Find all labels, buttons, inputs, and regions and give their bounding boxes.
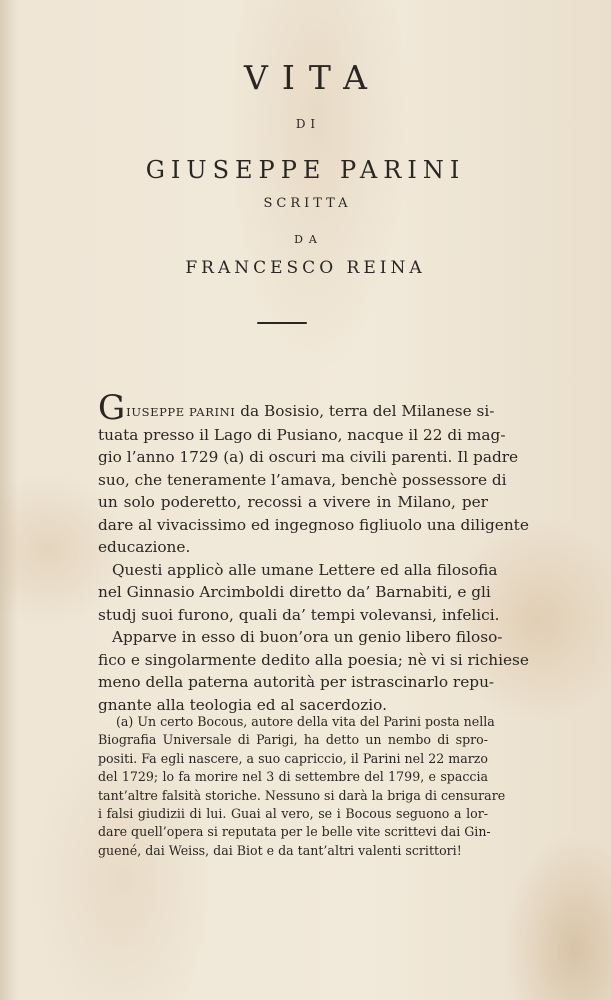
title-da: DA [294, 233, 323, 246]
paragraph-2-line: Questi applicò alle umane Lettere ed alla filosofia [112, 560, 498, 579]
paragraph-1-line: un solo poderetto, recossi a vivere in Milano, per [98, 493, 488, 511]
author-name: FRANCESCO REINA [185, 258, 426, 278]
footnote-line: i falsi giudizii di lui. Guai al vero, se i Bocous seguono a lor- [98, 806, 488, 822]
paragraph-1-first-line [98, 388, 495, 428]
paragraph-3-line: meno della paterna autorità per istrascinarlo repu- [98, 673, 495, 691]
paragraph-1-text: da Bosisio, terra del Milanese si- [235, 402, 495, 420]
title-scritta: SCRITTA [263, 196, 352, 211]
footnote-line: del 1729; lo fa morire nel 3 di settembre del 1799, e spaccia [98, 769, 488, 785]
footnote-line: Biografia Universale di Parigi, ha detto un nembo di spro- [98, 732, 488, 748]
paragraph-3-line: Apparve in esso di buon’ora un genio libero filoso- [112, 628, 503, 646]
paragraph-1-line: dare al vivacissimo ed ingegnoso figliuolo una diligente [98, 515, 529, 534]
paragraph-3-line: gnante alla teologia ed al sacerdozio. [98, 695, 387, 714]
section-divider [257, 322, 307, 324]
drop-cap: G [98, 388, 126, 428]
paragraph-2-line: nel Ginnasio Arcimboldi diretto da’ Barnabiti, e gli [98, 583, 491, 601]
footnote-line: guené, dai Weiss, dai Biot e da tant’altri valenti scrittori! [98, 842, 462, 858]
body-text [98, 388, 529, 716]
paragraph-3-line: fico e singolarmente dedito alla poesia; nè vi si richiese [98, 650, 529, 669]
footnote [98, 713, 506, 860]
name-smallcaps: IUSEPPE PARINI [126, 405, 236, 419]
paragraph-1-line: tuata presso il Lago di Pusiano, nacque il 22 di mag- [98, 425, 506, 444]
paragraph-1-line: suo, che teneramente l’amava, benchè possessore di [98, 470, 507, 489]
title-di: DI [295, 117, 321, 131]
footnote-line: (a) Un certo Bocous, autore della vita del Parini posta nella [116, 714, 495, 729]
paragraph-2-line: studj suoi furono, quali da’ tempi volevansi, infelici. [98, 605, 500, 624]
footnote-line: positi. Fa egli nascere, a suo capriccio, il Parini nel 22 marzo [98, 750, 488, 766]
footnote-line: dare quell’opera si reputata per le belle vite scrittevi dai Gin- [98, 824, 491, 840]
subject-name: GIUSEPPE PARINI [145, 156, 466, 184]
footnote-line: tant’altre falsità storiche. Nessuno si darà la briga di censurare [98, 787, 506, 803]
title-vita: VITA [244, 58, 381, 97]
paragraph-1-line: educazione. [98, 538, 191, 556]
paragraph-1-line: gio l’anno 1729 (a) di oscuri ma civili parenti. Il padre [98, 448, 519, 466]
